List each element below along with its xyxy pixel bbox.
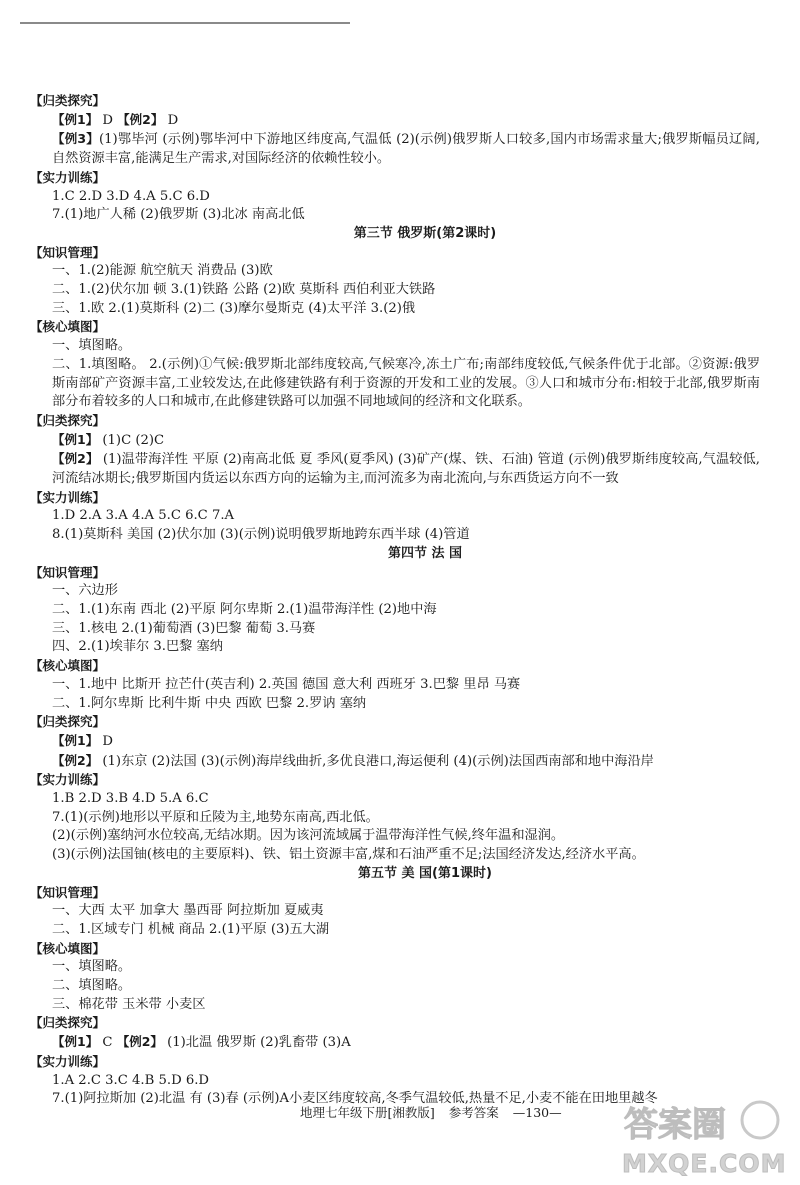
answer-line: 7.(1)地广人稀 (2)俄罗斯 (3)北冰 南高北低: [52, 207, 305, 223]
example-answer-line: [30, 752, 760, 772]
answer-line: 1.C 2.D 3.D 4.A 5.C 6.D: [52, 188, 210, 204]
footer-label: 参考答案: [448, 1105, 499, 1120]
example-label: 【例1】: [52, 431, 99, 447]
example-answer-line: [30, 732, 760, 752]
top-rule: [20, 22, 350, 24]
example-label: 【例2】: [52, 752, 99, 768]
answer-line: (2)(示例)塞纳河水位较高,无结冰期。因为该河流域属于温带海洋性气候,终年温和湿润。: [52, 828, 565, 844]
answer-line: 三、1.欧 2.(1)莫斯科 (2)二 (3)摩尔曼斯克 (4)太平洋 3.(2)俄: [52, 300, 416, 316]
example-answer-text: (1)C (2)C: [98, 432, 165, 448]
example-answer-line: [30, 130, 760, 168]
example-label: 【例2】: [52, 451, 99, 467]
section-heading: 【实力训练】: [30, 169, 106, 185]
section-heading: 【实力训练】: [30, 489, 106, 505]
section-heading: 【实力训练】: [30, 1053, 106, 1069]
example-answer-text: (1)温带海洋性 平原 (2)南高北低 夏 季风(夏季风) (3)矿产(煤、铁、石油) 管道 (示例)俄罗斯纬度较高,气温较低,河流结冰期长;俄罗斯国内货运以东西方向的运输为主,而河流多为南北流向,与东西货运方向不一致: [52, 452, 760, 487]
section-heading: 【归类探究】: [30, 714, 106, 730]
answer-line: (3)(示例)法国铀(核电的主要原料)、铁、铝土资源丰富,煤和石油严重不足;法国经济发达,经济水平高。: [52, 847, 645, 863]
section-heading: 【归类探究】: [30, 1015, 106, 1031]
section-heading: 【知识管理】: [30, 884, 106, 900]
example-answer-line: [30, 450, 760, 488]
example-answer-text: (1)鄂毕河 (示例)鄂毕河中下游地区纬度高,气温低 (2)(示例)俄罗斯人口较多,国内市场需求量大;俄罗斯幅员辽阔,自然资源丰富,能满足生产需求,对国际经济的依赖性较小。: [52, 132, 760, 167]
watermark-bottom-text: MXQE.COM: [622, 1149, 787, 1178]
watermark-top-text: 答案圈: [624, 1105, 726, 1145]
section-heading: 【核心填图】: [30, 658, 106, 674]
section-heading: 【知识管理】: [30, 564, 106, 580]
lesson-title: 第四节 法 国: [387, 545, 463, 561]
example-answer-line: [30, 1033, 760, 1053]
answer-line: 1.B 2.D 3.B 4.D 5.A 6.C: [52, 791, 209, 807]
section-heading: 【归类探究】: [30, 93, 106, 108]
example-label: 【例2】: [116, 1034, 163, 1050]
example-answer-text: D: [98, 112, 118, 128]
footer-page-number: —130—: [512, 1105, 562, 1120]
answer-line: 四、2.(1)埃菲尔 3.巴黎 塞纳: [52, 639, 223, 655]
example-label: 【例2】: [117, 111, 164, 127]
example-answer-text: C: [98, 1035, 117, 1051]
example-label: 【例1】: [52, 1034, 99, 1050]
lesson-title: 第三节 俄罗斯(第2课时): [353, 225, 497, 241]
watermark-logo: [618, 1098, 788, 1178]
answer-line: 二、1.区域专门 机械 商品 2.(1)平原 (3)五大湖: [52, 921, 330, 937]
answer-line: 一、1.(2)能源 航空航天 消费品 (3)欧: [52, 263, 273, 279]
example-answer-text: D: [163, 112, 179, 128]
section-heading: 【知识管理】: [30, 244, 106, 260]
page-footer: [300, 1103, 572, 1121]
answer-line: 8.(1)莫斯科 美国 (2)伏尔加 (3)(示例)说明俄罗斯地跨东西半球 (4)管道: [52, 527, 470, 543]
answer-line: 二、1.(1)东南 西北 (2)平原 阿尔卑斯 2.(1)温带海洋性 (2)地中海: [52, 601, 437, 617]
answer-line: 一、填图略。: [52, 338, 132, 354]
example-label: 【例3】: [52, 131, 99, 147]
section-heading: 【核心填图】: [30, 940, 106, 956]
example-label: 【例1】: [52, 111, 99, 127]
answer-line: 7.(1)阿拉斯加 (2)北温 有 (3)春 (示例)A小麦区纬度较高,冬季气温较低,热量不足,小麦不能在田地里越冬: [52, 1091, 658, 1107]
answer-line: 二、1.(2)伏尔加 顿 3.(1)铁路 公路 (2)欧 莫斯科 西伯利亚大铁路: [52, 282, 436, 298]
section-heading: 【归类探究】: [30, 412, 106, 428]
section-heading: 【核心填图】: [30, 319, 106, 335]
answer-line: 三、1.核电 2.(1)葡萄酒 (3)巴黎 葡萄 3.马赛: [52, 620, 316, 636]
answer-line: 一、填图略。: [52, 959, 132, 975]
answer-line: 二、1.填图略。 2.(示例)①气候:俄罗斯北部纬度较高,气候寒冷,冻土广布;南部纬度较低,气候条件优于北部。②资源:俄罗斯南部矿产资源丰富,工业较发达,在此修建铁路有利于资源的开发和工业的发展。③人口和城市分布:相较于北部,俄罗斯南部分布着较多的人口和城市,在此修建铁路可以加强不同地域间的经济和文化联系。: [52, 356, 760, 410]
answer-line: 7.(1)(示例)地形以平原和丘陵为主,地势东南高,西北低。: [52, 809, 379, 825]
example-answer-text: D: [98, 733, 113, 749]
example-answer-text: (1)北温 俄罗斯 (2)乳畜带 (3)A: [162, 1035, 351, 1051]
answer-line: 一、大西 太平 加拿大 墨西哥 阿拉斯加 夏威夷: [52, 903, 324, 919]
lesson-title: 第五节 美 国(第1课时): [358, 865, 492, 881]
example-answer-text: (1)东京 (2)法国 (3)(示例)海岸线曲折,多优良港口,海运便利 (4)(示例)法国西南部和地中海沿岸: [98, 753, 654, 769]
answer-content: [30, 92, 760, 1109]
answer-line: 1.D 2.A 3.A 4.A 5.C 6.C 7.A: [52, 508, 235, 524]
answer-line: 一、六边形: [52, 583, 118, 599]
answer-line: 一、1.地中 比斯开 拉芒什(英吉利) 2.英国 德国 意大利 西班牙 3.巴黎 里昂 马赛: [52, 676, 521, 692]
footer-book-title: 地理七年级下册[湘教版]: [300, 1105, 435, 1120]
answer-line: 二、1.阿尔卑斯 比利牛斯 中央 西欧 巴黎 2.罗讷 塞纳: [52, 695, 367, 711]
answer-line: 二、填图略。: [52, 978, 132, 994]
section-heading: 【实力训练】: [30, 772, 106, 788]
answer-line: 1.A 2.C 3.C 4.B 5.D 6.D: [52, 1072, 209, 1088]
example-label: 【例1】: [52, 732, 99, 748]
example-answer-line: [30, 431, 760, 451]
example-answer-line: [30, 111, 760, 131]
answer-line: 三、棉花带 玉米带 小麦区: [52, 996, 206, 1012]
